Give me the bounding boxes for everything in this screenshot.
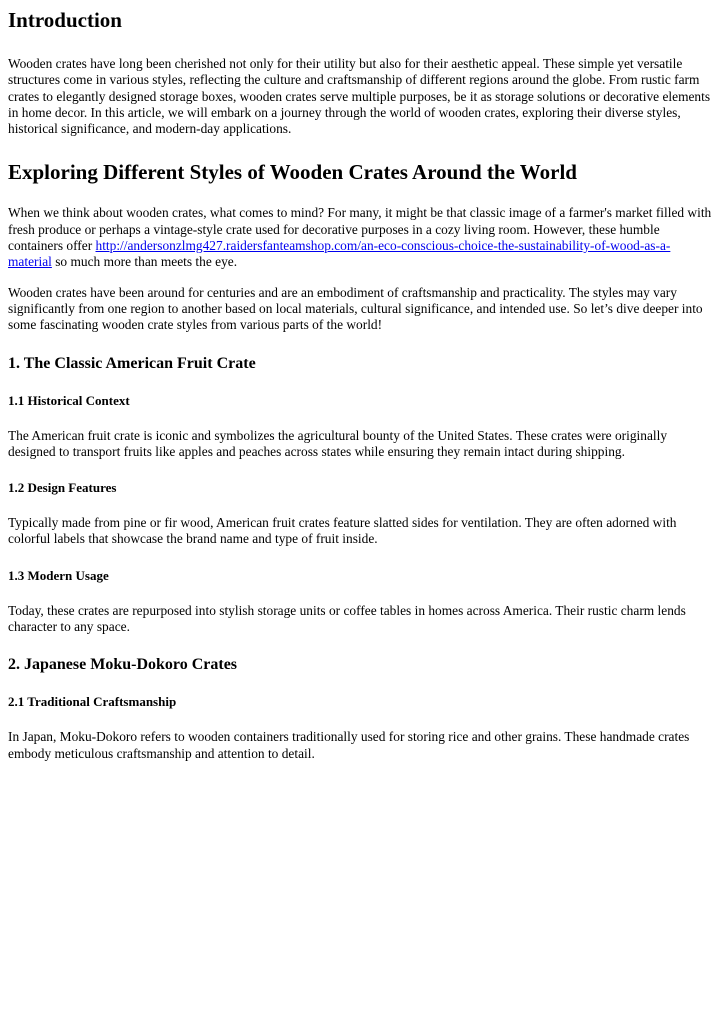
american-fruit-crate-heading: 1. The Classic American Fruit Crate [8, 354, 256, 372]
sustainability-link[interactable]: http://andersonzlmg427.raidersfanteamshop.com/an-eco-conscious-choice-the-sustainability-of-wood-as-a-material [8, 238, 671, 270]
design-features-heading: 1.2 Design Features [8, 480, 117, 496]
exploring-text-after-link: so much more than meets the eye. [51, 254, 238, 270]
exploring-paragraph-2: Wooden crates have been around for centuries and are an embodiment of craftsmanship and practicality. The styles may vary significantly from one region to another based on local materials, cultural significance, and intended use. So let’s dive deeper into some fascinating wooden crate styles from various parts of the world! [8, 284, 703, 333]
exploring-styles-heading: Exploring Different Styles of Wooden Crates Around the World [8, 160, 577, 185]
introduction-paragraph: Wooden crates have long been cherished not only for their utility but also for their aesthetic appeal. These simple yet versatile structures come in various styles, reflecting the culture and craftsmanship of different regions around the globe. From rustic farm crates to elegantly designed storage boxes, wooden crates serve multiple purposes, be it as storage solutions or decorative elements in home decor. In this article, we will embark on a journey through the world of wooden crates, exploring their diverse styles, historical significance, and modern-day applications. [8, 56, 711, 137]
traditional-craftsmanship-heading: 2.1 Traditional Craftsmanship [8, 694, 177, 710]
exploring-paragraph-1 [8, 205, 712, 270]
modern-usage-paragraph: Today, these crates are repurposed into stylish storage units or coffee tables in homes across America. Their rustic charm lends character to any space. [8, 602, 686, 635]
modern-usage-heading: 1.3 Modern Usage [8, 567, 109, 583]
design-features-paragraph: Typically made from pine or fir wood, American fruit crates feature slatted sides for ventilation. They are often adorned with colorful labels that showcase the brand name and type of fruit inside. [8, 515, 677, 547]
introduction-heading: Introduction [8, 8, 122, 32]
japanese-crates-heading: 2. Japanese Moku-Dokoro Crates [8, 656, 238, 674]
traditional-craftsmanship-paragraph: In Japan, Moku-Dokoro refers to wooden containers traditionally used for storing rice and other grains. These handmade crates embody meticulous craftsmanship and attention to detail. [8, 729, 690, 761]
historical-context-heading: 1.1 Historical Context [8, 392, 130, 408]
exploring-text-before-link: When we think about wooden crates, what comes to mind? For many, it might be that classic image of a farmer's market filled with fresh produce or perhaps a vintage-style crate used for decorative purposes in a cozy living room. However, these humble containers offer [8, 205, 712, 254]
historical-context-paragraph: The American fruit crate is iconic and symbolizes the agricultural bounty of the United States. These crates were originally designed to transport fruits like apples and peaches across states while ensuring they remain intact during shipping. [8, 427, 668, 459]
